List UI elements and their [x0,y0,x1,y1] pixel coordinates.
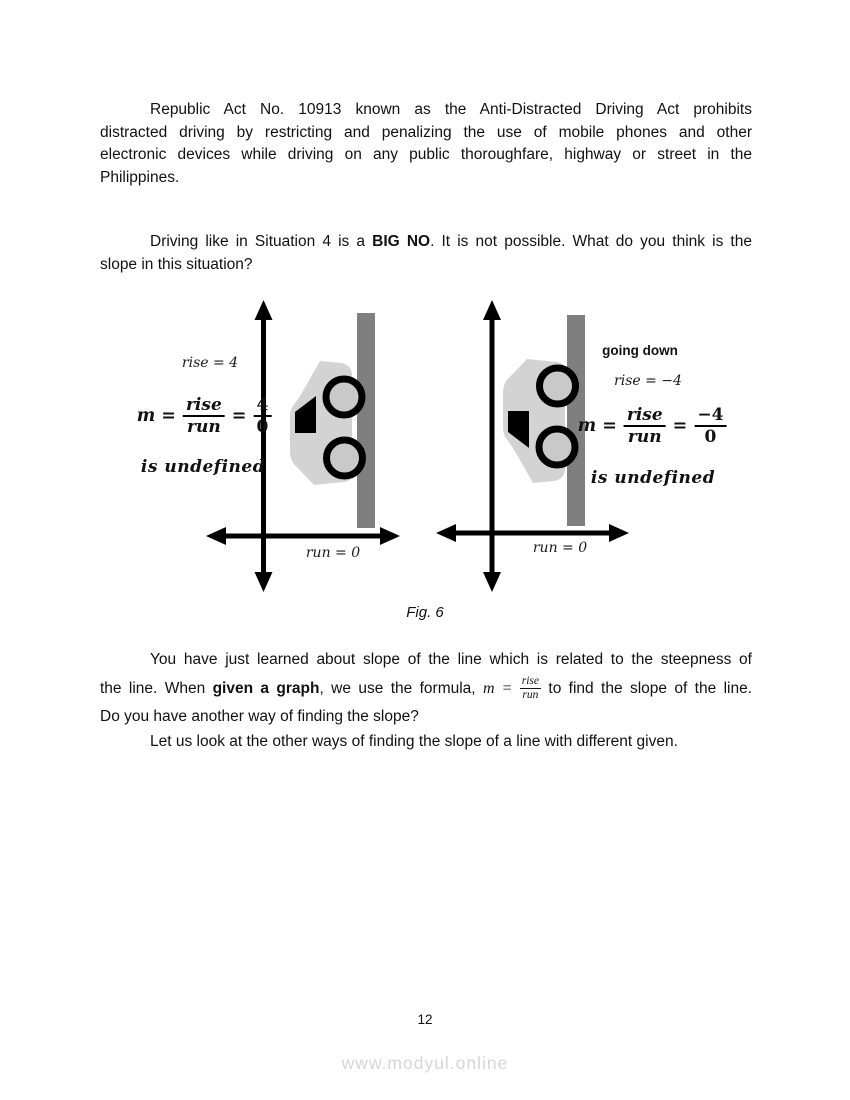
page-number: 12 [417,1012,433,1027]
arrow-left-icon [206,527,226,545]
text-line [100,231,752,254]
vertical-road-bar [357,313,375,528]
inline-fraction: rise run [521,675,540,701]
car-wheel [540,368,576,404]
figure-graphics [0,295,850,605]
text-line: Do you have another way of finding the slope? [100,708,419,725]
left-graph [206,300,400,592]
text-line [100,675,752,704]
formula-lhs: m = [136,406,176,426]
text-line: You have just learned about slope of the line which is related to the steepness of [150,651,752,668]
text-line: distracted driving by restricting and penalizing the use of mobile phones and other [100,123,752,141]
text-line: Philippines. [100,168,180,186]
arrow-up-icon [255,300,273,320]
text-line: electronic devices while driving on any public thoroughfare, highway or street in the [100,146,752,163]
going-down-label: going down [602,343,678,358]
rise-label-left: rise = 4 [181,355,239,371]
slope-formula-left [137,395,272,437]
given-a-graph-emphasis: given a graph [212,679,320,697]
car-wheel [326,379,362,415]
arrow-down-icon [483,572,501,592]
arrow-left-icon [436,524,456,542]
inline-formula: m = [482,679,513,697]
arrow-right-icon [609,524,629,542]
text-segment: , we use the formula, [319,679,483,697]
undefined-label-right: is undefined [590,468,716,488]
big-no-emphasis: BIG NO [372,233,431,250]
run-label-right: run = 0 [532,540,588,556]
car-down-icon [503,359,576,483]
text-segment: Driving like in Situation 4 is a [150,233,373,250]
arrow-down-icon [255,572,273,592]
paragraph-situation-4 [100,231,752,276]
equals-sign: = [231,406,247,426]
equals-sign: = [672,416,688,436]
paragraph-learned-slope [100,646,752,732]
figure-caption: Fig. 6 [406,604,444,621]
figure-6 [0,295,850,605]
paragraph-republic-act [100,99,752,189]
car-wheel [327,440,363,476]
paragraph-other-ways [100,731,752,754]
arrow-right-icon [380,527,400,545]
undefined-label-left: is undefined [140,457,266,477]
text-line: Republic Act No. 10913 known as the Anti-Distracted Driving Act prohibits [150,101,752,118]
text-segment: . It is not possible. What do you think is the [430,233,752,250]
watermark: www.modyul.online [341,1053,509,1073]
car-wheel [539,429,575,465]
value-fraction: $\frac{4}{0}$ [253,395,271,437]
text-segment: the line. When [100,679,213,697]
value-fraction: $\frac{-4}{0}$ [694,405,726,447]
text-line: Let us look at the other ways of finding the slope of a line with different given. [150,733,678,750]
rise-run-fraction: $\frac{\text{rise}}{\text{run}}$ [183,395,225,437]
slope-formula-right [578,405,727,447]
rise-label-right: rise = −4 [614,373,682,389]
run-label-left: run = 0 [305,545,361,561]
text-line: slope in this situation? [100,255,253,273]
car-up-icon [290,361,363,485]
arrow-up-icon [483,300,501,320]
formula-lhs: m = [577,416,617,436]
rise-run-fraction: $\frac{\text{rise}}{\text{run}}$ [624,405,666,447]
text-segment: to find the slope of the line. [541,679,753,697]
